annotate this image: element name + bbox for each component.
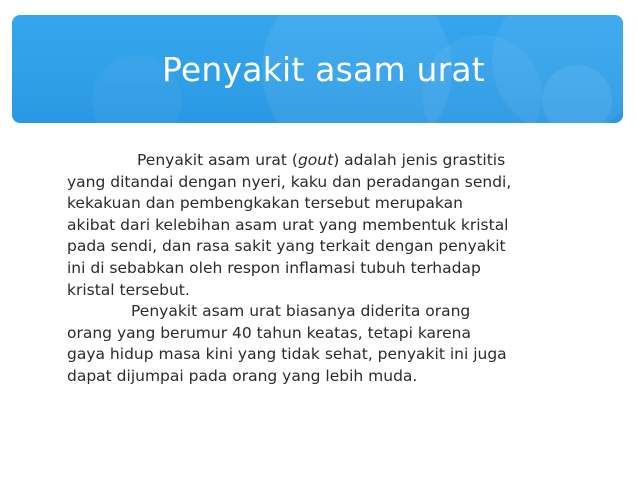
paragraph-line: kristal tersebut. [67,280,190,299]
paragraph-line: dapat dijumpai pada orang yang lebih muda. [67,366,418,385]
paragraph-line: yang ditandai dengan nyeri, kaku dan peradangan sendi, [67,172,512,191]
paragraph-line: orang yang berumur 40 tahun keatas, tetapi karena [67,323,471,342]
text-run: ) adalah jenis grastitis [333,151,506,169]
paragraph-line: Penyakit asam urat biasanya diderita orang [131,302,471,321]
paragraph-line: pada sendi, dan rasa sakit yang terkait dengan penyakit [67,237,506,256]
italic-term: gout [297,151,334,169]
paragraph-line: gaya hidup masa kini yang tidak sehat, penyakit ini juga [67,345,507,364]
paragraph-line: akibat dari kelebihan asam urat yang membentuk kristal [67,215,509,234]
paragraph-line: ini di sebabkan oleh respon inflamasi tubuh terhadap [67,258,481,277]
paragraph-2 [67,301,567,387]
slide-title: Penyakit asam urat [162,50,485,89]
slide-body [67,150,567,388]
paragraph-1 [67,150,567,301]
paragraph-line [67,150,567,172]
paragraph-line: kekakuan dan pembengkakan tersebut merupakan [67,194,463,213]
text-run: Penyakit asam urat ( [137,151,298,169]
